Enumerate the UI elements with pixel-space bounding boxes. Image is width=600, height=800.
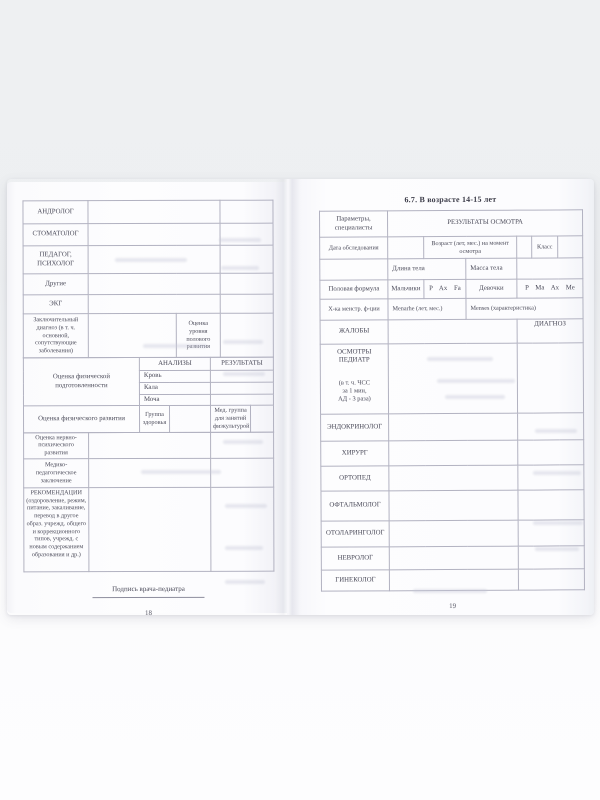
- empty-cell: [220, 200, 273, 223]
- empty-cell: [89, 458, 211, 487]
- table-row: [23, 273, 273, 295]
- medical-pedagogical-label: Медико-педагогическое заключение: [24, 459, 89, 488]
- table-row: [320, 343, 583, 414]
- left-page: [7, 182, 287, 617]
- pediatrician-note: (в т. ч. ЧСС за 1 мин, АД - 3 раза): [338, 379, 371, 403]
- open-booklet: [7, 179, 594, 615]
- empty-cell: [320, 259, 388, 280]
- pediatrician-label: ОСМОТРЫ ПЕДИАТР: [337, 348, 372, 365]
- label-cell: ЭКГ: [23, 295, 88, 314]
- empty-cell: [220, 313, 273, 357]
- left-table-specialists: [22, 200, 273, 359]
- empty-cell: [389, 569, 518, 591]
- empty-cell: [220, 245, 273, 273]
- recommendations-label: РЕКОМЕНДАЦИИ (оздоровление, режим, питание, закаливание, перевод в другое образ. учрежд. общего и коррекционного типов, учрежд. с новым содержанием образования и др.): [24, 488, 89, 572]
- physical-development-label: Оценка физического развития: [23, 406, 139, 433]
- empty-cell: [518, 440, 584, 465]
- right-page-content: [319, 194, 584, 610]
- boys-formula: P Ax Fa: [424, 279, 466, 298]
- label-cell: АНДРОЛОГ: [23, 201, 88, 224]
- empty-cell: [211, 458, 274, 487]
- table-row: [23, 223, 273, 246]
- table-row: [320, 258, 583, 280]
- empty-cell: [517, 343, 583, 413]
- label-cell: НЕВРОЛОГ: [321, 547, 389, 570]
- empty-cell: [211, 487, 274, 571]
- empty-cell: [389, 520, 518, 547]
- params-label: Параметры, специалисты: [319, 211, 387, 237]
- girls-formula: P Ma Ax Me: [517, 279, 583, 298]
- empty-cell: [389, 546, 518, 570]
- body-length-label: Длина тела: [388, 258, 466, 279]
- table-row: [24, 487, 274, 572]
- empty-cell: [210, 382, 273, 394]
- table-row: [321, 520, 584, 547]
- left-table-conclusions: [23, 431, 274, 572]
- empty-cell: [88, 200, 220, 223]
- table-row: [321, 569, 584, 591]
- analyses-header: АНАЛИЗЫ: [139, 357, 210, 370]
- empty-cell: [518, 546, 584, 569]
- table-row: [23, 313, 273, 358]
- complaints-label: ЖАЛОБЫ: [320, 320, 388, 344]
- table-row: [321, 440, 584, 466]
- empty-cell: [518, 520, 584, 546]
- label-cell: ОФТАЛЬМОЛОГ: [321, 491, 389, 521]
- menstrual-label: Х-ка менстр. ф-ции: [320, 299, 388, 320]
- body-mass-label: Масса тела: [466, 258, 517, 279]
- class-label: Класс: [532, 236, 558, 258]
- empty-cell: [251, 406, 274, 432]
- empty-cell: [210, 394, 273, 406]
- empty-cell: [211, 432, 274, 458]
- analysis-urine-label: Моча: [139, 394, 210, 406]
- table-row: [23, 357, 273, 371]
- table-row: [321, 465, 584, 491]
- right-table-exam: [319, 209, 585, 591]
- left-page-content: [22, 200, 273, 618]
- table-row: [321, 490, 584, 521]
- empty-cell: [88, 245, 220, 273]
- analysis-stool-label: Кала: [139, 382, 210, 394]
- empty-cell: [169, 406, 210, 432]
- empty-cell: [388, 237, 424, 259]
- right-page-number: 19: [449, 601, 457, 611]
- label-cell: ПЕДАГОГ, ПСИХОЛОГ: [23, 246, 88, 274]
- exam-results-header: РЕЗУЛЬТАТЫ ОСМОТРА: [387, 210, 582, 237]
- table-row: [320, 236, 583, 259]
- empty-cell: [517, 258, 583, 279]
- section-title: 6.7. В возрасте 14-15 лет: [404, 194, 497, 205]
- label-cell: СТОМАТОЛОГ: [23, 224, 88, 246]
- empty-cell: [88, 273, 220, 294]
- label-cell: ОРТОПЕД: [321, 466, 389, 491]
- label-cell: ЭНДОКРИНОЛОГ: [321, 414, 389, 441]
- empty-cell: [389, 490, 518, 521]
- final-diagnosis-label: Заключительный диагноз (в т. ч. основной, сопутствующие заболевания): [23, 314, 88, 358]
- empty-cell: [518, 490, 584, 520]
- pediatrician-signature-label: Подпись врача-педиатра: [112, 584, 185, 594]
- empty-cell: [88, 223, 220, 245]
- left-page-number: 18: [145, 608, 153, 617]
- table-row: [319, 210, 582, 237]
- empty-cell: [89, 487, 211, 571]
- table-row: [23, 294, 273, 314]
- menses-label: Menses (характеристика): [466, 298, 583, 320]
- diagnosis-label: ДИАГНОЗ: [517, 319, 583, 343]
- empty-cell: [220, 273, 273, 294]
- table-row: [320, 319, 583, 344]
- empty-cell: [88, 313, 176, 357]
- empty-cell: [388, 319, 517, 344]
- empty-cell: [89, 432, 211, 459]
- empty-cell: [558, 236, 583, 258]
- empty-cell: [220, 294, 273, 313]
- girls-label: Девочки: [466, 279, 517, 298]
- empty-cell: [518, 465, 584, 490]
- table-row: [23, 200, 273, 224]
- pe-group-label: Мед. группа для занятий физкультурой: [211, 406, 251, 432]
- analysis-blood-label: Кровь: [139, 370, 210, 382]
- right-page: [287, 179, 594, 615]
- label-cell: Другие: [23, 274, 88, 295]
- empty-cell: [389, 440, 518, 466]
- table-row: [24, 432, 274, 459]
- fitness-label: Оценка физической подготовленности: [23, 358, 139, 407]
- table-row: [321, 413, 584, 441]
- left-table-analyses: [23, 357, 274, 433]
- age-label: Возраст (лет, мес.) на момент осмотра: [424, 236, 517, 258]
- empty-cell: [210, 370, 273, 382]
- neuropsychic-label: Оценка нервно-психического развития: [24, 432, 89, 458]
- label-cell: ГИНЕКОЛОГ: [321, 570, 389, 591]
- table-row: [24, 458, 274, 488]
- table-row: [321, 546, 584, 570]
- boys-label: Мальчики: [388, 280, 424, 299]
- table-row: [320, 279, 583, 299]
- menarche-label: Menarhe (лет, мес.): [388, 298, 466, 319]
- health-group-label: Группа здоровья: [139, 406, 169, 432]
- empty-cell: [518, 569, 584, 590]
- table-row: [320, 298, 583, 320]
- empty-cell: [518, 413, 584, 440]
- table-row: [23, 245, 273, 274]
- empty-cell: [517, 236, 532, 258]
- sexual-development-label: Оценка уровня полового развития: [176, 313, 220, 357]
- pediatrician-cell: [320, 344, 388, 414]
- exam-date-label: Дата обследования: [320, 237, 388, 259]
- label-cell: ХИРУРГ: [321, 441, 389, 466]
- label-cell: ОТОЛАРИНГОЛОГ: [321, 521, 389, 547]
- empty-cell: [389, 413, 518, 441]
- signature-line: [92, 597, 204, 598]
- sex-formula-label: Половая формула: [320, 280, 388, 299]
- empty-cell: [220, 223, 273, 245]
- results-header: РЕЗУЛЬТАТЫ: [210, 357, 273, 370]
- empty-cell: [88, 294, 220, 313]
- table-row: [23, 406, 273, 433]
- empty-cell: [389, 465, 518, 491]
- empty-cell: [388, 343, 517, 414]
